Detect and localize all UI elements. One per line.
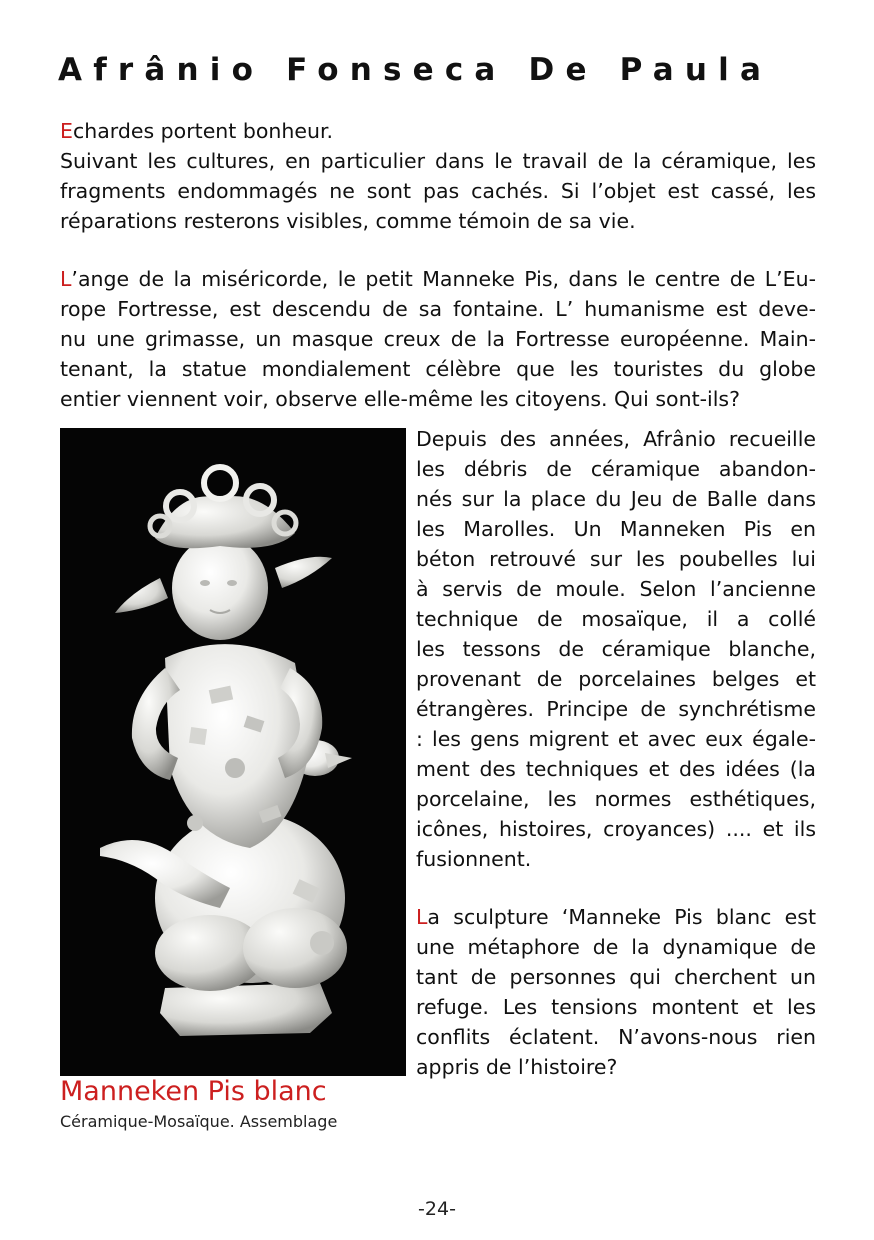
intro-line: Suivant les cultures, en particulier dans le travail de la céramique, les: [60, 149, 816, 173]
drop-initial: L: [60, 267, 72, 291]
drop-initial: E: [60, 119, 73, 143]
column-line: provenant de porcelaines belges et: [416, 667, 816, 691]
caption-title: Manneken Pis blanc: [60, 1076, 327, 1107]
caption-subtitle: Céramique-Mosaïque. Assemblage: [60, 1112, 338, 1131]
second-paragraph: [60, 264, 816, 414]
second-line: rope Fortresse, est descendu de sa fontaine. L’ humanisme est deve-: [60, 297, 816, 321]
column-line: ment des techniques et des idées (la: [416, 757, 816, 781]
column-line: porcelaine, les normes esthétiques,: [416, 787, 816, 811]
column-line: Depuis des années, Afrânio recueille: [416, 427, 816, 451]
second-line: entier viennent voir, observe elle-même les citoyens. Qui sont-ils?: [60, 387, 740, 411]
right-column-paragraph-2: [416, 902, 816, 1082]
drop-initial: L: [416, 905, 428, 929]
column-line: technique de mosaïque, il a collé: [416, 607, 816, 631]
column-line: étrangères. Principe de synchrétisme: [416, 697, 816, 721]
column-line: appris de l’histoire?: [416, 1055, 618, 1079]
column-line: à servis de moule. Selon l’ancienne: [416, 577, 816, 601]
intro-line: Echardes portent bonheur.: [60, 119, 334, 143]
sculpture-photo: [60, 428, 406, 1076]
column-line: nés sur la place du Jeu de Balle dans: [416, 487, 816, 511]
column-line: tant de personnes qui cherchent un: [416, 965, 816, 989]
page-number: -24-: [418, 1198, 456, 1220]
second-line: L’ange de la miséricorde, le petit Manneke Pis, dans le centre de L’Eu-: [60, 267, 816, 291]
right-column-paragraph-1: [416, 424, 816, 874]
column-line: La sculpture ‘Manneke Pis blanc est: [416, 905, 816, 929]
column-line: les tessons de céramique blanche,: [416, 637, 816, 661]
sculpture-illustration: [60, 428, 406, 1076]
intro-paragraph: [60, 116, 816, 236]
column-line: les débris de céramique abandon-: [416, 457, 816, 481]
intro-line: réparations resterons visibles, comme témoin de sa vie.: [60, 209, 636, 233]
column-line: icônes, histoires, croyances) .... et ils: [416, 817, 816, 841]
author-title: Afrânio Fonseca De Paula: [58, 52, 773, 88]
column-line: : les gens migrent et avec eux égale-: [416, 727, 816, 751]
column-line: refuge. Les tensions montent et les: [416, 995, 816, 1019]
column-line: fusionnent.: [416, 847, 532, 871]
column-line: une métaphore de la dynamique de: [416, 935, 816, 959]
intro-line: fragments endommagés ne sont pas cachés. Si l’objet est cassé, les: [60, 179, 816, 203]
column-line: conflits éclatent. N’avons-nous rien: [416, 1025, 816, 1049]
second-line: tenant, la statue mondialement célèbre que les touristes du globe: [60, 357, 816, 381]
column-line: béton retrouvé sur les poubelles lui: [416, 547, 816, 571]
column-line: les Marolles. Un Manneken Pis en: [416, 517, 816, 541]
second-line: nu une grimasse, un masque creux de la Fortresse européenne. Main-: [60, 327, 816, 351]
